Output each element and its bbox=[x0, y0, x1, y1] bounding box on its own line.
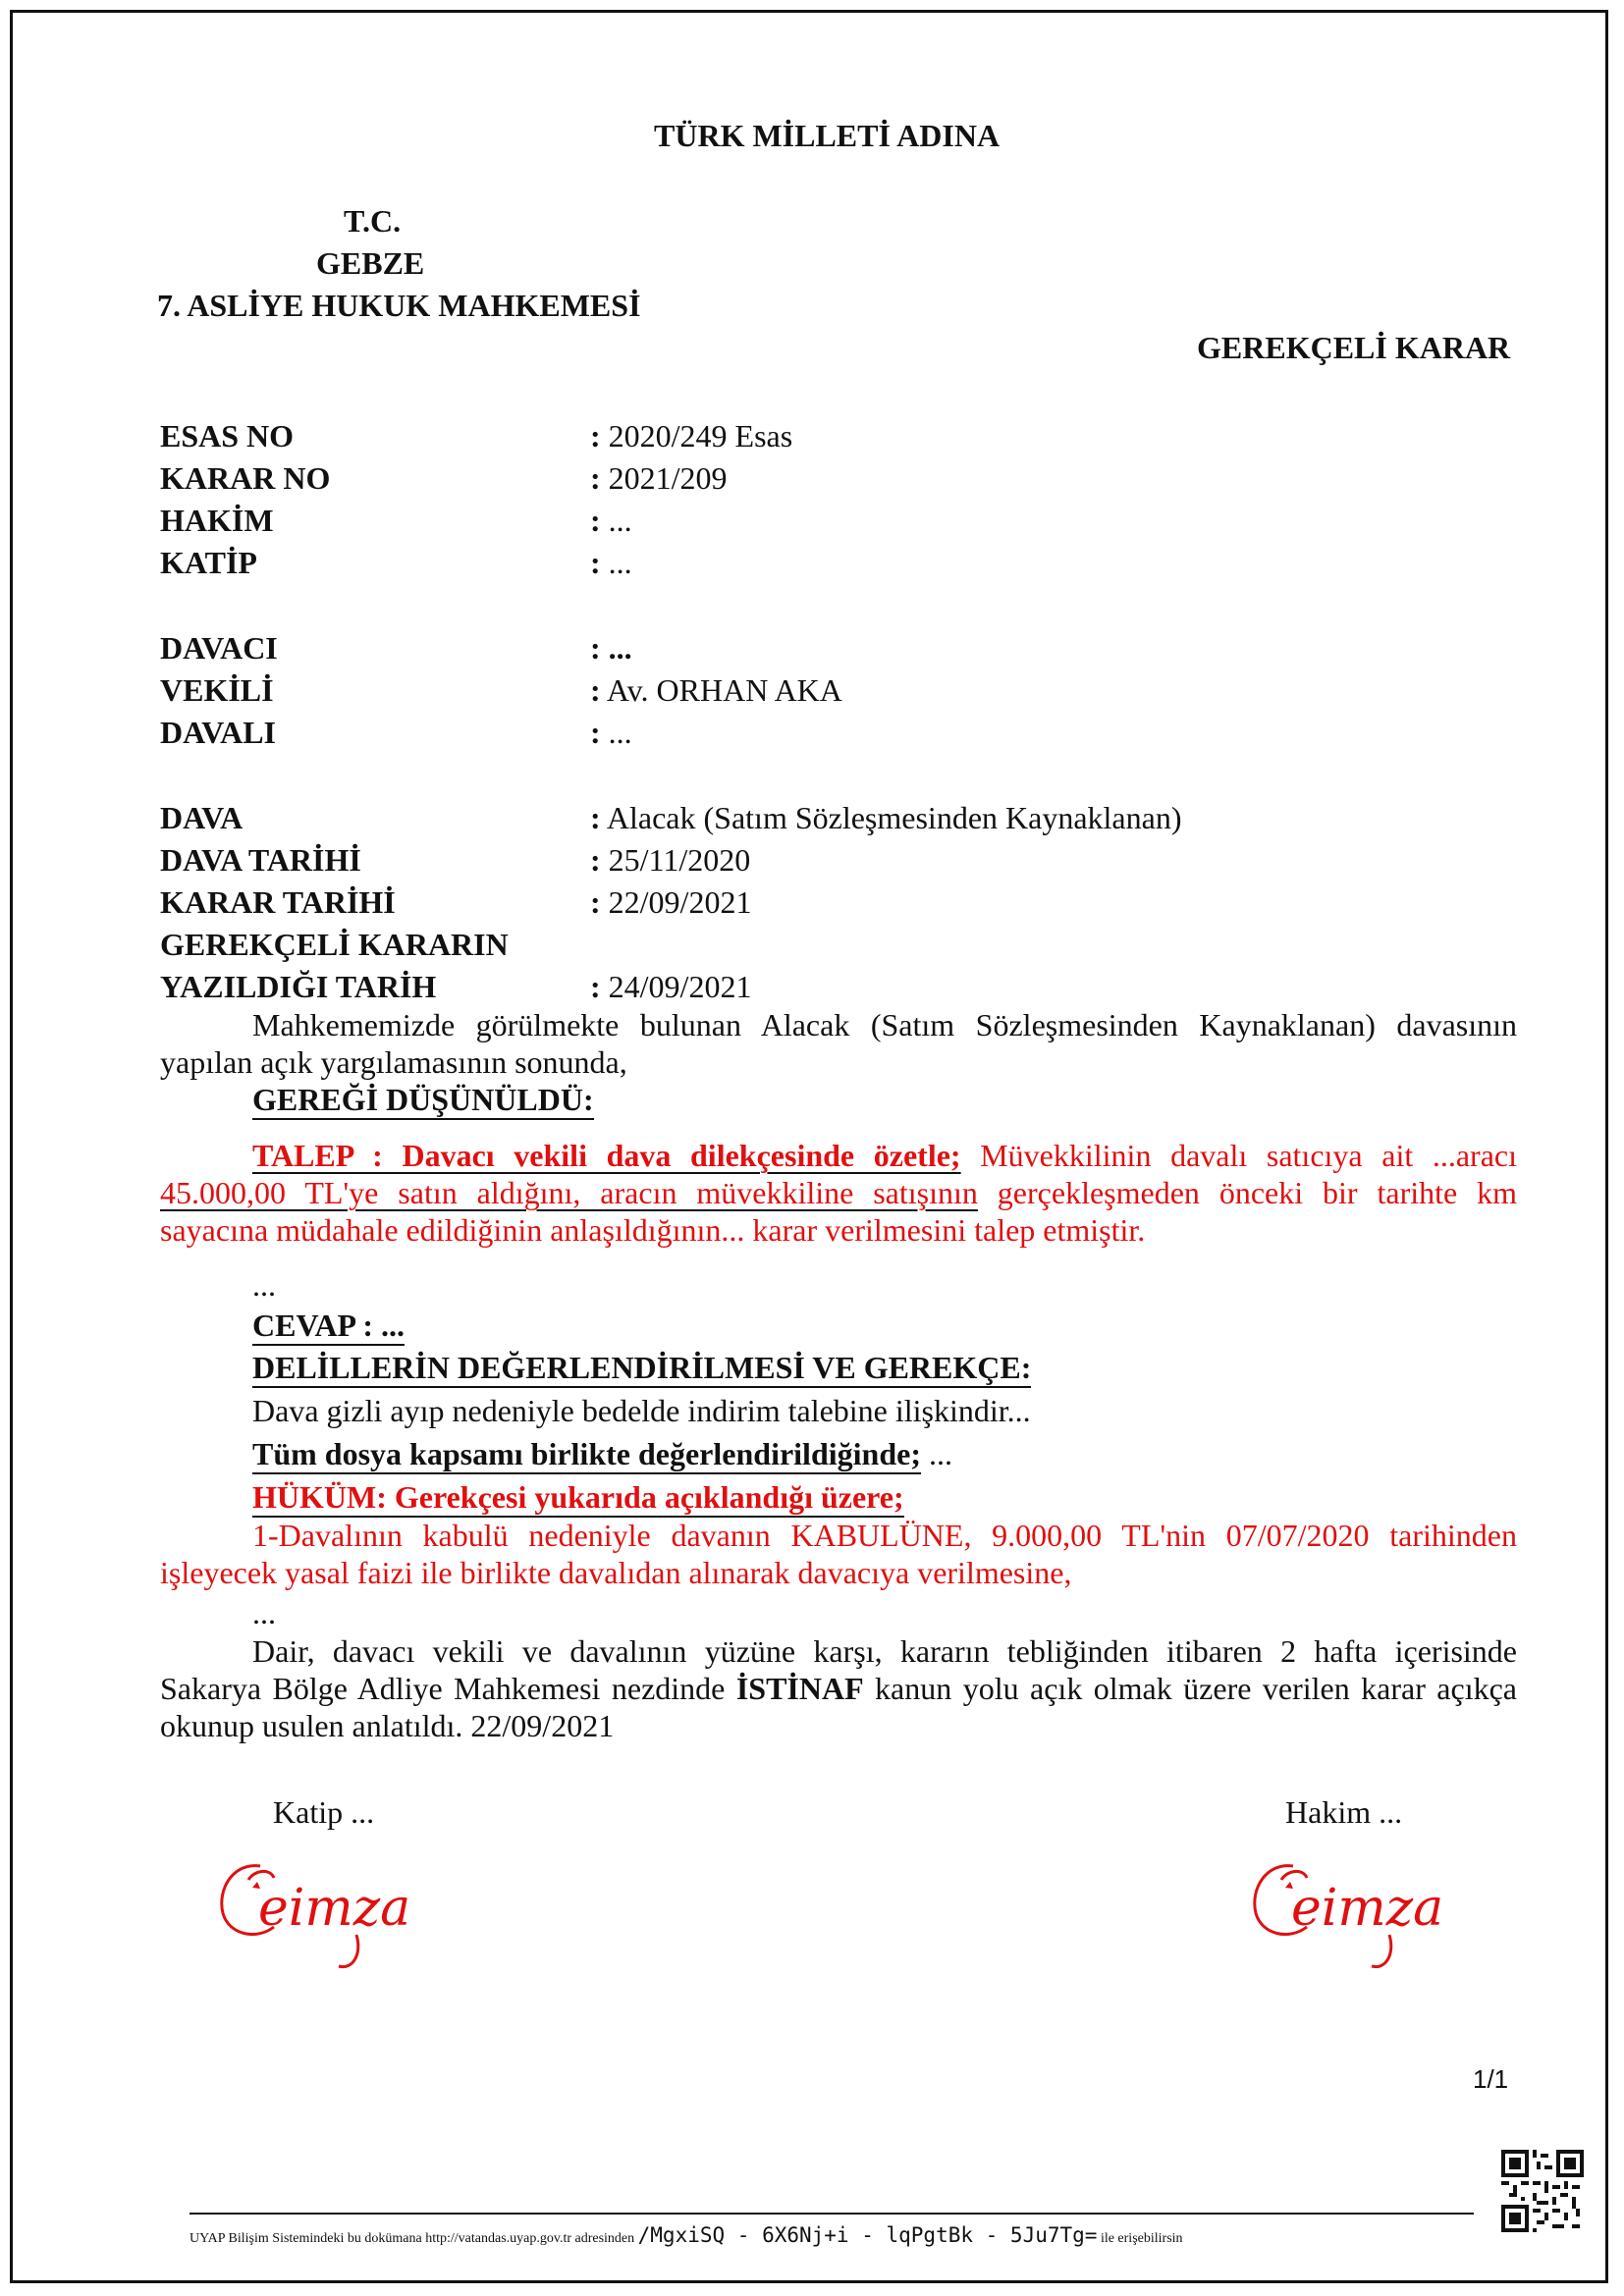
tum-dosya-line bbox=[252, 1435, 952, 1472]
ellipsis-1: ... bbox=[252, 1267, 276, 1303]
talep-line-2 bbox=[160, 1174, 1517, 1211]
hukum-line-1: 1-Davalının kabulü nedeniyle davanın KABULÜNE, 9.000,00 TL'nin 07/07/2020 tarihinden bbox=[252, 1518, 1517, 1553]
intro-line-1: Mahkememizde görülmekte bulunan Alacak (Satım Sözleşmesinden Kaynaklanan) davasının bbox=[252, 1007, 1517, 1042]
vekili-value-row bbox=[590, 671, 842, 709]
deliller-heading: DELİLLERİN DEĞERLENDİRİLMESİ VE GEREKÇE: bbox=[252, 1349, 1031, 1386]
page-number: 1/1 bbox=[1473, 2064, 1509, 2094]
karar-no-value-row bbox=[590, 459, 728, 497]
intro-paragraph bbox=[160, 1006, 1517, 1081]
gerekceli-kararin-label: GEREKÇELİ KARARIN bbox=[160, 927, 509, 962]
colon: : bbox=[590, 842, 601, 878]
tum-dosya-text: Tüm dosya kapsamı birlikte değerlendirildiğinde; bbox=[252, 1436, 921, 1474]
vekili-value: Av. ORHAN AKA bbox=[606, 672, 842, 708]
colon: : bbox=[590, 630, 601, 666]
colon: : bbox=[590, 545, 601, 580]
city-heading: GEBZE bbox=[316, 245, 425, 281]
dair-line-2-a: Sakarya Bölge Adliye Mahkemesi nezdinde bbox=[160, 1671, 736, 1706]
intro-line-2: yapılan açık yargılamasının sonunda, bbox=[160, 1044, 627, 1080]
karar-tarihi-value: 22/09/2021 bbox=[608, 884, 752, 920]
davali-label: DAVALI bbox=[160, 715, 276, 750]
cevap-heading: CEVAP : ... bbox=[252, 1307, 405, 1344]
geregi-dusunuldu-heading: GEREĞİ DÜŞÜNÜLDÜ: bbox=[252, 1081, 594, 1118]
footer bbox=[189, 2220, 1183, 2254]
colon: : bbox=[590, 460, 601, 496]
document-page bbox=[10, 10, 1608, 2283]
dair-paragraph bbox=[160, 1632, 1517, 1744]
esas-no-value-row bbox=[590, 417, 792, 454]
colon: : bbox=[590, 418, 601, 454]
tc-heading: T.C. bbox=[344, 203, 402, 239]
talep-line-1 bbox=[160, 1137, 1517, 1174]
davali-value: ... bbox=[608, 715, 632, 750]
footer-code: /MgxiSQ - 6X6Nj+i - lqPgtBk - 5Ju7Tg= bbox=[637, 2223, 1098, 2247]
hakim-value-row bbox=[590, 502, 632, 539]
katip-value: ... bbox=[608, 545, 632, 580]
hukum-line-2: işleyecek yasal faizi ile birlikte davalıdan alınarak davacıya verilmesine, bbox=[160, 1555, 1072, 1590]
footer-divider bbox=[189, 2213, 1474, 2215]
karar-no-value: 2021/209 bbox=[608, 460, 728, 496]
talep-line-2-underlined: 45.000,00 TL'ye satın aldığını, aracın müvekkiline satışının bbox=[160, 1175, 978, 1210]
colon: : bbox=[590, 715, 601, 750]
doc-type-heading: GEREKÇELİ KARAR bbox=[1197, 330, 1511, 365]
istinaf-text: İSTİNAF bbox=[735, 1671, 864, 1706]
colon: : bbox=[590, 672, 601, 708]
dava-tarihi-value-row bbox=[590, 841, 750, 879]
stamp-text: eimza bbox=[258, 1879, 411, 1938]
yazildigi-tarih-value: 24/09/2021 bbox=[608, 969, 752, 1004]
colon: : bbox=[590, 969, 601, 1004]
davaci-value-row bbox=[590, 629, 632, 667]
davaci-value: ... bbox=[608, 630, 632, 666]
dair-line-3: okunup usulen anlatıldı. 22/09/2021 bbox=[160, 1708, 615, 1743]
dair-line-1: Dair, davacı vekili ve davalının yüzüne karşı, kararın tebliğinden itibaren 2 hafta içerisinde bbox=[252, 1633, 1517, 1669]
colon: : bbox=[590, 884, 601, 920]
qr-code-icon bbox=[1501, 2150, 1584, 2232]
dava-tarihi-value: 25/11/2020 bbox=[608, 842, 751, 878]
talep-line-1-rest: Müvekkilinin davalı satıcıya ait ...aracı bbox=[960, 1138, 1518, 1173]
katip-eimza-stamp-icon bbox=[209, 1844, 445, 1982]
dava-value: Alacak (Satım Sözleşmesinden Kaynaklanan) bbox=[606, 800, 1182, 835]
talep-heading: TALEP : Davacı vekili dava dilekçesinde özetle; bbox=[252, 1138, 961, 1173]
hakim-eimza-stamp-icon bbox=[1242, 1844, 1478, 1982]
katip-signature-label: Katip ... bbox=[273, 1794, 375, 1830]
karar-tarihi-value-row bbox=[590, 883, 751, 921]
katip-value-row bbox=[590, 544, 632, 581]
hukum-paragraph bbox=[160, 1517, 1517, 1591]
talep-paragraph bbox=[160, 1137, 1517, 1249]
tum-dosya-rest: ... bbox=[920, 1436, 952, 1471]
talep-line-2-rest: gerçekleşmeden önceki bir tarihte km bbox=[977, 1175, 1518, 1210]
esas-no-value: 2020/249 Esas bbox=[608, 418, 793, 454]
footer-suffix: ile erişebilirsin bbox=[1100, 2231, 1183, 2246]
ellipsis-2: ... bbox=[252, 1595, 276, 1630]
vekili-label: VEKİLİ bbox=[160, 672, 274, 708]
nation-title: TÜRK MİLLETİ ADINA bbox=[654, 118, 1001, 153]
hakim-value: ... bbox=[608, 503, 632, 538]
dava-label: DAVA bbox=[160, 800, 244, 835]
dair-line-2-c: kanun yolu açık olmak üzere verilen karar açıkça bbox=[863, 1671, 1518, 1706]
deliller-text: Dava gizli ayıp nedeniyle bedelde indirim talebine ilişkindir... bbox=[252, 1393, 1031, 1428]
hakim-signature-label: Hakim ... bbox=[1285, 1794, 1403, 1830]
davaci-label: DAVACI bbox=[160, 630, 278, 666]
karar-tarihi-label: KARAR TARİHİ bbox=[160, 884, 396, 920]
yazildigi-tarih-label: YAZILDIĞI TARİH bbox=[160, 969, 437, 1004]
dava-value-row bbox=[590, 799, 1181, 836]
hukum-heading: HÜKÜM: Gerekçesi yukarıda açıklandığı üzere; bbox=[252, 1478, 904, 1516]
court-heading: 7. ASLİYE HUKUK MAHKEMESİ bbox=[157, 288, 641, 323]
talep-line-3: sayacına müdahale edildiğinin anlaşıldığının... karar verilmesini talep etmiştir. bbox=[160, 1212, 1146, 1248]
hakim-label: HAKİM bbox=[160, 503, 274, 538]
esas-no-label: ESAS NO bbox=[160, 418, 295, 454]
karar-no-label: KARAR NO bbox=[160, 460, 331, 496]
dava-tarihi-label: DAVA TARİHİ bbox=[160, 842, 361, 878]
katip-label: KATİP bbox=[160, 545, 257, 580]
footer-prefix: UYAP Bilişim Sistemindeki bu dokümana http://vatandas.uyap.gov.tr adresinden bbox=[189, 2231, 635, 2246]
colon: : bbox=[590, 800, 601, 835]
davali-value-row bbox=[590, 714, 632, 751]
yazildigi-tarih-value-row bbox=[590, 968, 751, 1005]
dair-line-2 bbox=[160, 1670, 1517, 1707]
stamp-text: eimza bbox=[1291, 1879, 1444, 1938]
colon: : bbox=[590, 503, 601, 538]
